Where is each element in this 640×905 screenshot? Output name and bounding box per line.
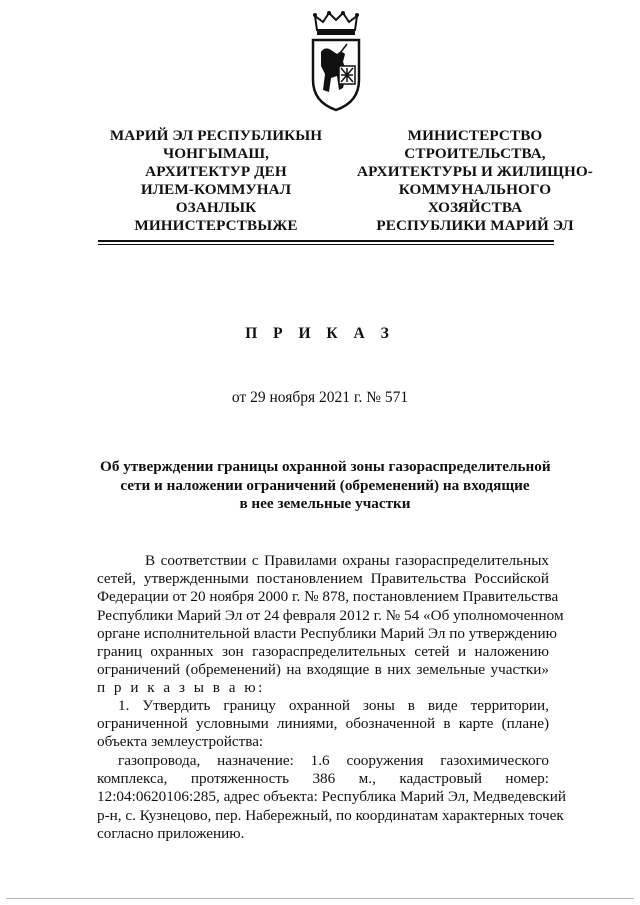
- scan-edge-line: [6, 898, 634, 899]
- paragraph-line: сетей, утвержденными постановлением Правительства Российской: [97, 570, 549, 588]
- ministry-name-line: АРХИТЕКТУРЫ И ЖИЛИЩНО-: [357, 163, 593, 180]
- subject-line: Об утверждении границы охранной зоны газораспределительной: [100, 458, 551, 475]
- coat-of-arms-emblem: [303, 10, 369, 114]
- ministry-name-russian: [355, 127, 595, 235]
- decree-word: п р и к а з ы в а ю:: [97, 679, 265, 697]
- paragraph-line: согласно приложению.: [97, 824, 245, 842]
- ministry-name-line: АРХИТЕКТУР ДЕН: [145, 163, 287, 180]
- object-description-paragraph: [97, 752, 566, 843]
- paragraph-line: газопровода, назначение: 1.6 сооружения газохимического: [118, 752, 549, 769]
- paragraph-line: комплекса, протяженность 386 м., кадастровый номер:: [97, 770, 549, 788]
- ministry-name-line: ОЗАНЛЫК: [175, 199, 257, 216]
- paragraph-line: 1. Утвердить границу охранной зоны в виде территории,: [118, 697, 549, 714]
- order-subject: [100, 458, 550, 514]
- paragraph-line: границ охранных зон газораспределительных сетей и наложению: [97, 643, 549, 661]
- paragraph-line: Федерации от 20 ноября 2000 г. № 878, постановлением Правительства: [97, 588, 559, 606]
- ministry-name-line: МАРИЙ ЭЛ РЕСПУБЛИКЫН: [109, 127, 323, 144]
- header-divider: [98, 240, 554, 242]
- ministry-name-line: ИЛЕМ-КОММУНАЛ: [140, 181, 292, 198]
- paragraph-line: ограничений (обременений) на входящие в них земельные участки»: [97, 661, 549, 679]
- ministry-name-mari: [96, 127, 336, 235]
- preamble-paragraph: [97, 552, 564, 698]
- paragraph-line: объекта землеустройства:: [97, 733, 264, 751]
- ministry-name-line: МИНИСТЕРСТВО: [407, 127, 543, 144]
- paragraph-line: Республики Марий Эл от 24 февраля 2012 г. № 54 «Об уполномоченном: [97, 606, 564, 624]
- paragraph-line: органе исполнительной власти Республики Марий Эл по утверждению: [97, 624, 557, 642]
- paragraph-line: ограниченной условными линиями, обозначенной в карте (плане): [97, 715, 549, 733]
- order-title: П Р И К А З: [245, 325, 395, 342]
- ministry-name-line: ЧОНГЫМАШ,: [162, 145, 270, 162]
- header-divider-thin: [98, 244, 554, 245]
- subject-line: сети и наложении ограничений (обременений) на входящие: [120, 476, 530, 494]
- ministry-name-line: КОММУНАЛЬНОГО: [398, 181, 552, 198]
- paragraph-line: В соответствии с Правилами охраны газораспределительных: [145, 552, 549, 569]
- subject-line: в нее земельные участки: [239, 495, 411, 512]
- ministry-name-line: РЕСПУБЛИКИ МАРИЙ ЭЛ: [376, 217, 574, 234]
- ministry-name-line: СТРОИТЕЛЬСТВА,: [404, 145, 546, 162]
- ministry-name-line: МИНИСТЕРСТВЫЖЕ: [134, 217, 298, 234]
- clause-1-paragraph: [97, 697, 549, 752]
- ministry-name-line: ХОЗЯЙСТВА: [427, 199, 523, 216]
- order-date-number: от 29 ноября 2021 г. № 571: [231, 389, 409, 406]
- paragraph-line: 12:04:0620106:285, адрес объекта: Республика Марий Эл, Медведевский: [97, 788, 566, 806]
- paragraph-line: р-н, с. Кузнецово, пер. Набережный, по координатам характерных точек: [97, 806, 564, 824]
